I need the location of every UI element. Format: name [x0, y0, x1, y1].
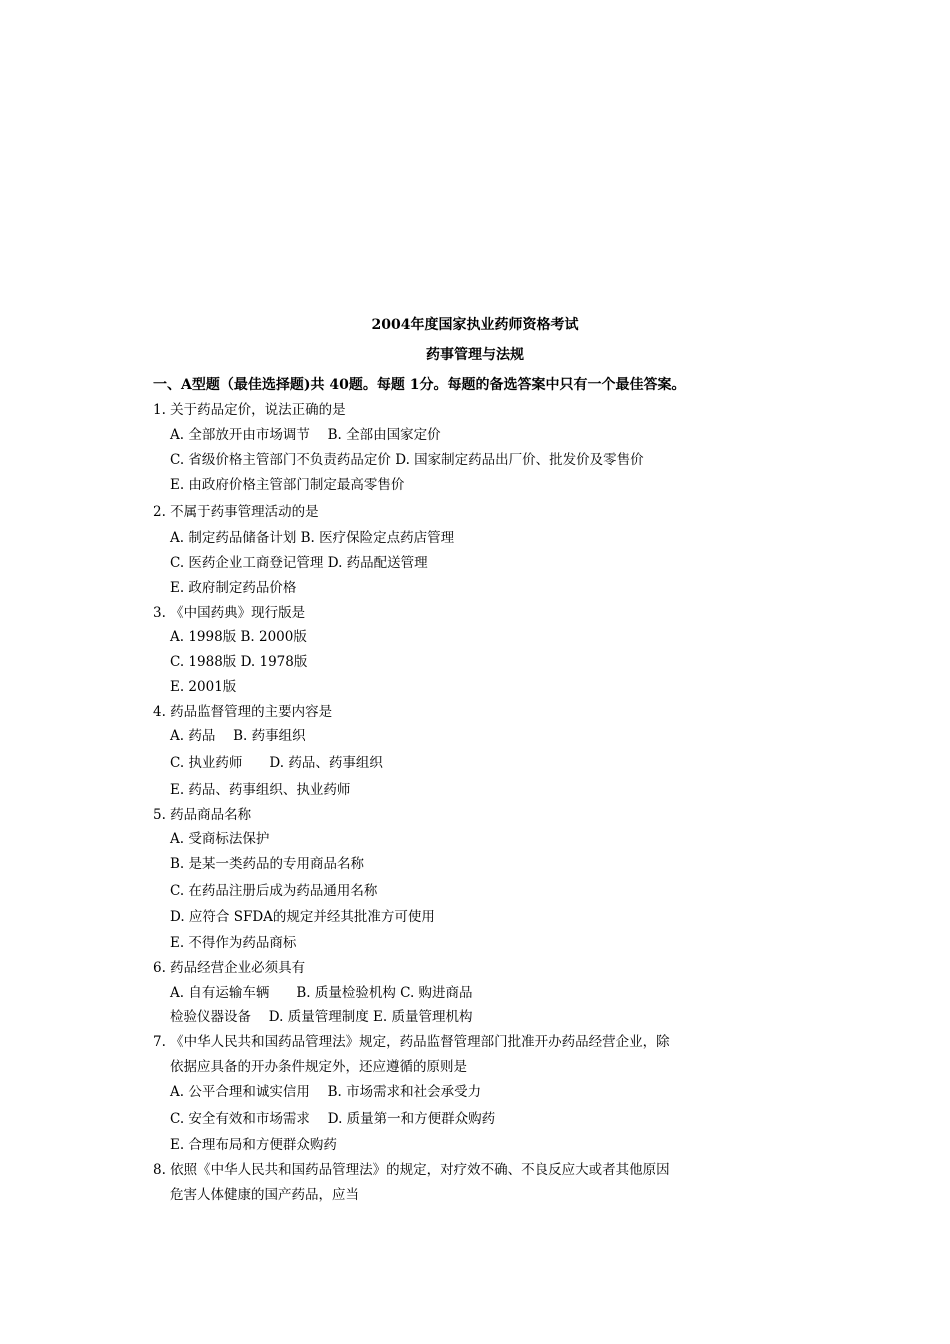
option-line: E. 药品、药事组织、执业药师 — [170, 782, 351, 798]
question-2: 2. 不属于药事管理活动的是 — [153, 504, 319, 520]
section-heading: 一、A型题（最佳选择题)共 40题。每题 1分。每题的备选答案中只有一个最佳答案。 — [153, 377, 686, 393]
option-line: C. 1988版 D. 1978版 — [170, 654, 308, 670]
document-title: 2004年度国家执业药师资格考试 — [371, 317, 579, 333]
option-line: E. 政府制定药品价格 — [170, 580, 297, 596]
option-line: E. 不得作为药品商标 — [170, 935, 297, 951]
question-8-continued: 危害人体健康的国产药品，应当 — [170, 1187, 359, 1203]
question-7-continued: 依据应具备的开办条件规定外，还应遵循的原则是 — [170, 1059, 467, 1075]
question-4: 4. 药品监督管理的主要内容是 — [153, 704, 333, 720]
option-line: A. 制定药品储备计划 B. 医疗保险定点药店管理 — [170, 530, 455, 546]
question-7: 7. 《中华人民共和国药品管理法》规定，药品监督管理部门批准开办药品经营企业，除 — [153, 1034, 670, 1050]
option-line: A. 公平合理和诚实信用 B. 市场需求和社会承受力 — [170, 1084, 482, 1100]
option-line: A. 1998版 B. 2000版 — [170, 629, 307, 645]
question-1: 1. 关于药品定价，说法正确的是 — [153, 402, 346, 418]
option-line: B. 是某一类药品的专用商品名称 — [170, 856, 365, 872]
option-line: E. 合理布局和方便群众购药 — [170, 1137, 337, 1153]
question-8: 8. 依照《中华人民共和国药品管理法》的规定，对疗效不确、不良反应大或者其他原因 — [153, 1162, 670, 1178]
option-line: C. 安全有效和市场需求 D. 质量第一和方便群众购药 — [170, 1111, 496, 1127]
option-line: C. 省级价格主管部门不负责药品定价 D. 国家制定药品出厂价、批发价及零售价 — [170, 452, 644, 468]
option-line: A. 全部放开由市场调节 B. 全部由国家定价 — [170, 427, 441, 443]
option-line: A. 受商标法保护 — [170, 831, 270, 847]
option-line: E. 由政府价格主管部门制定最高零售价 — [170, 477, 405, 493]
document-subtitle: 药事管理与法规 — [426, 347, 524, 363]
option-line: D. 应符合 SFDA的规定并经其批准方可使用 — [170, 909, 435, 925]
option-line: 检验仪器设备 D. 质量管理制度 E. 质量管理机构 — [170, 1009, 473, 1025]
question-5: 5. 药品商品名称 — [153, 807, 252, 823]
option-line: C. 在药品注册后成为药品通用名称 — [170, 883, 378, 899]
question-6: 6. 药品经营企业必须具有 — [153, 960, 306, 976]
question-3: 3. 《中国药典》现行版是 — [153, 605, 306, 621]
option-line: A. 自有运输车辆 B. 质量检验机构 C. 购进商品 — [170, 985, 473, 1001]
option-line: C. 医药企业工商登记管理 D. 药品配送管理 — [170, 555, 428, 571]
option-line: E. 2001版 — [170, 679, 237, 695]
option-line: A. 药品 B. 药事组织 — [170, 728, 306, 744]
option-line: C. 执业药师 D. 药品、药事组织 — [170, 755, 383, 771]
